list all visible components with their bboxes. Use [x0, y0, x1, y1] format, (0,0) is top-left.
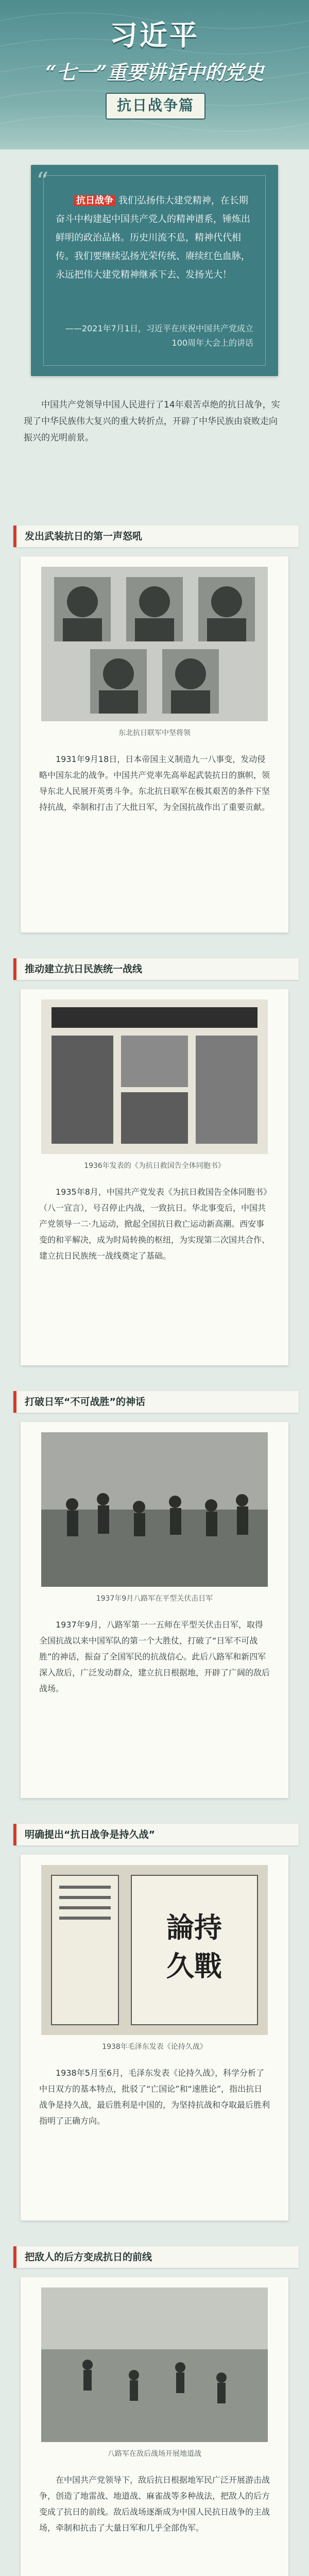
svg-text:久戰: 久戰 [166, 1950, 222, 1982]
section-title: 发出武装抗日的第一声怒吼 [25, 531, 143, 542]
photo-caption: 1938年毛泽东发表《论持久战》 [102, 2043, 207, 2051]
quote-text-main: 我们弘扬伟大建党精神，在长期奋斗中构建起中国共产党人的精神谱系，锤炼出鲜明的政治品格。历史川流不息，精神代代相传。我们要继续弘扬光荣传统、赓续红色血脉，永远把伟大建党精神继承下去、发扬光大！ [56, 195, 250, 280]
quote-highlight: 抗日战争 [74, 195, 115, 206]
section-card [21, 1855, 288, 2221]
svg-text:論持: 論持 [166, 1911, 222, 1944]
soldiers-photo [41, 1432, 268, 1587]
section-2 [0, 958, 309, 1381]
intro-paragraph: 中国共产党领导中国人民进行了14年艰苦卓绝的抗日战争，实现了中华民族伟大复兴的重大转折点，开辟了中华民族由衰败走向振兴的光明前景。 [24, 400, 280, 443]
newspaper-image [41, 999, 268, 1154]
section-title: 打破日军“不可战胜”的神话 [25, 1396, 145, 1408]
section-5 [0, 2246, 309, 2576]
section-card [21, 989, 288, 1365]
section-4 [0, 1824, 309, 2236]
header-banner [0, 0, 309, 149]
soldiers-image [41, 1432, 268, 1587]
section-card [21, 2277, 288, 2576]
field-photo [41, 2287, 268, 2442]
portrait-grid-photo [41, 567, 268, 721]
book-cover-photo [41, 1865, 268, 2035]
section-header [13, 526, 299, 547]
portraits-image [41, 567, 268, 721]
section-3 [0, 1391, 309, 1814]
section-card [21, 556, 288, 933]
section-header [13, 1824, 299, 1845]
newspaper-photo [41, 999, 268, 1154]
field-image [41, 2287, 268, 2442]
page-subtitle: “七一”重要讲话中的党史 [45, 61, 264, 84]
section-text: 在中国共产党领导下，敌后抗日根据地军民广泛开展游击战争，创造了地雷战、地道战、麻雀战等多种战法，把敌人的后方变成了抗日的前线。敌后战场逐渐成为中国人民抗日战争的主战场，牵制和抗击了大量日军和几乎全部伪军。 [39, 2475, 270, 2533]
section-text: 1937年9月，八路军第一一五师在平型关伏击日军，取得全国抗战以来中国军队的第一个大胜仗，打破了“日军不可战胜”的神话，振奋了全国军民的抗战信心。此后八路军和新四军深入敌后，广泛发动群众，建立抗日根据地，开辟了广阔的敌后战场。 [39, 1620, 270, 1693]
photo-caption: 东北抗日联军中坚将领 [118, 729, 191, 737]
section-header [13, 2246, 299, 2268]
quote-mark-icon: “ [36, 167, 49, 196]
section-header [13, 1391, 299, 1413]
section-header [13, 958, 299, 980]
photo-caption: 1937年9月八路军在平型关伏击日军 [96, 1595, 213, 1603]
photo-caption: 1936年发表的《为抗日救国告全体同胞书》 [84, 1162, 225, 1170]
topic-badge: 抗日战争篇 [106, 93, 205, 120]
photo-caption: 八路军在敌后战场开展地道战 [108, 2450, 201, 2458]
page-title: 习近平 [110, 19, 199, 52]
quote-source: ——2021年7月1日，习近平在庆祝中国共产党成立100周年大会上的讲话 [65, 324, 253, 348]
section-1 [0, 526, 309, 948]
quote-box [31, 165, 278, 376]
section-title: 推动建立抗日民族统一战线 [25, 963, 143, 975]
section-text: 1938年5月至6月，毛泽东发表《论持久战》，科学分析了中日双方的基本特点，批驳了“亡国论”和“速胜论”，指出抗日战争是持久战，最后胜利是中国的，为坚持抗战和夺取最后胜利指明了正确方向。 [39, 2068, 270, 2126]
section-title: 把敌人的后方变成抗日的前线 [25, 2251, 152, 2263]
section-text: 1935年8月，中国共产党发表《为抗日救国告全体同胞书》（八一宣言），号召停止内战，一致抗日。华北事变后，中国共产党领导一二·九运动，掀起全国抗日救亡运动新高潮。西安事变的和平解决，成为时局转换的枢纽，为实现第二次国共合作、建立抗日民族统一战线奠定了基础。 [39, 1187, 270, 1261]
book-cover-image [41, 1865, 268, 2035]
section-title: 明确提出“抗日战争是持久战” [25, 1829, 155, 1840]
quote-text [56, 192, 253, 284]
section-text: 1931年9月18日，日本帝国主义制造九一八事变，发动侵略中国东北的战争。中国共产党率先高举起武装抗日的旗帜，领导东北人民展开英勇斗争。东北抗日联军在极其艰苦的条件下坚持抗战，牵制和打击了大批日军，为全国抗战作出了重要贡献。 [39, 754, 270, 812]
section-card [21, 1422, 288, 1798]
